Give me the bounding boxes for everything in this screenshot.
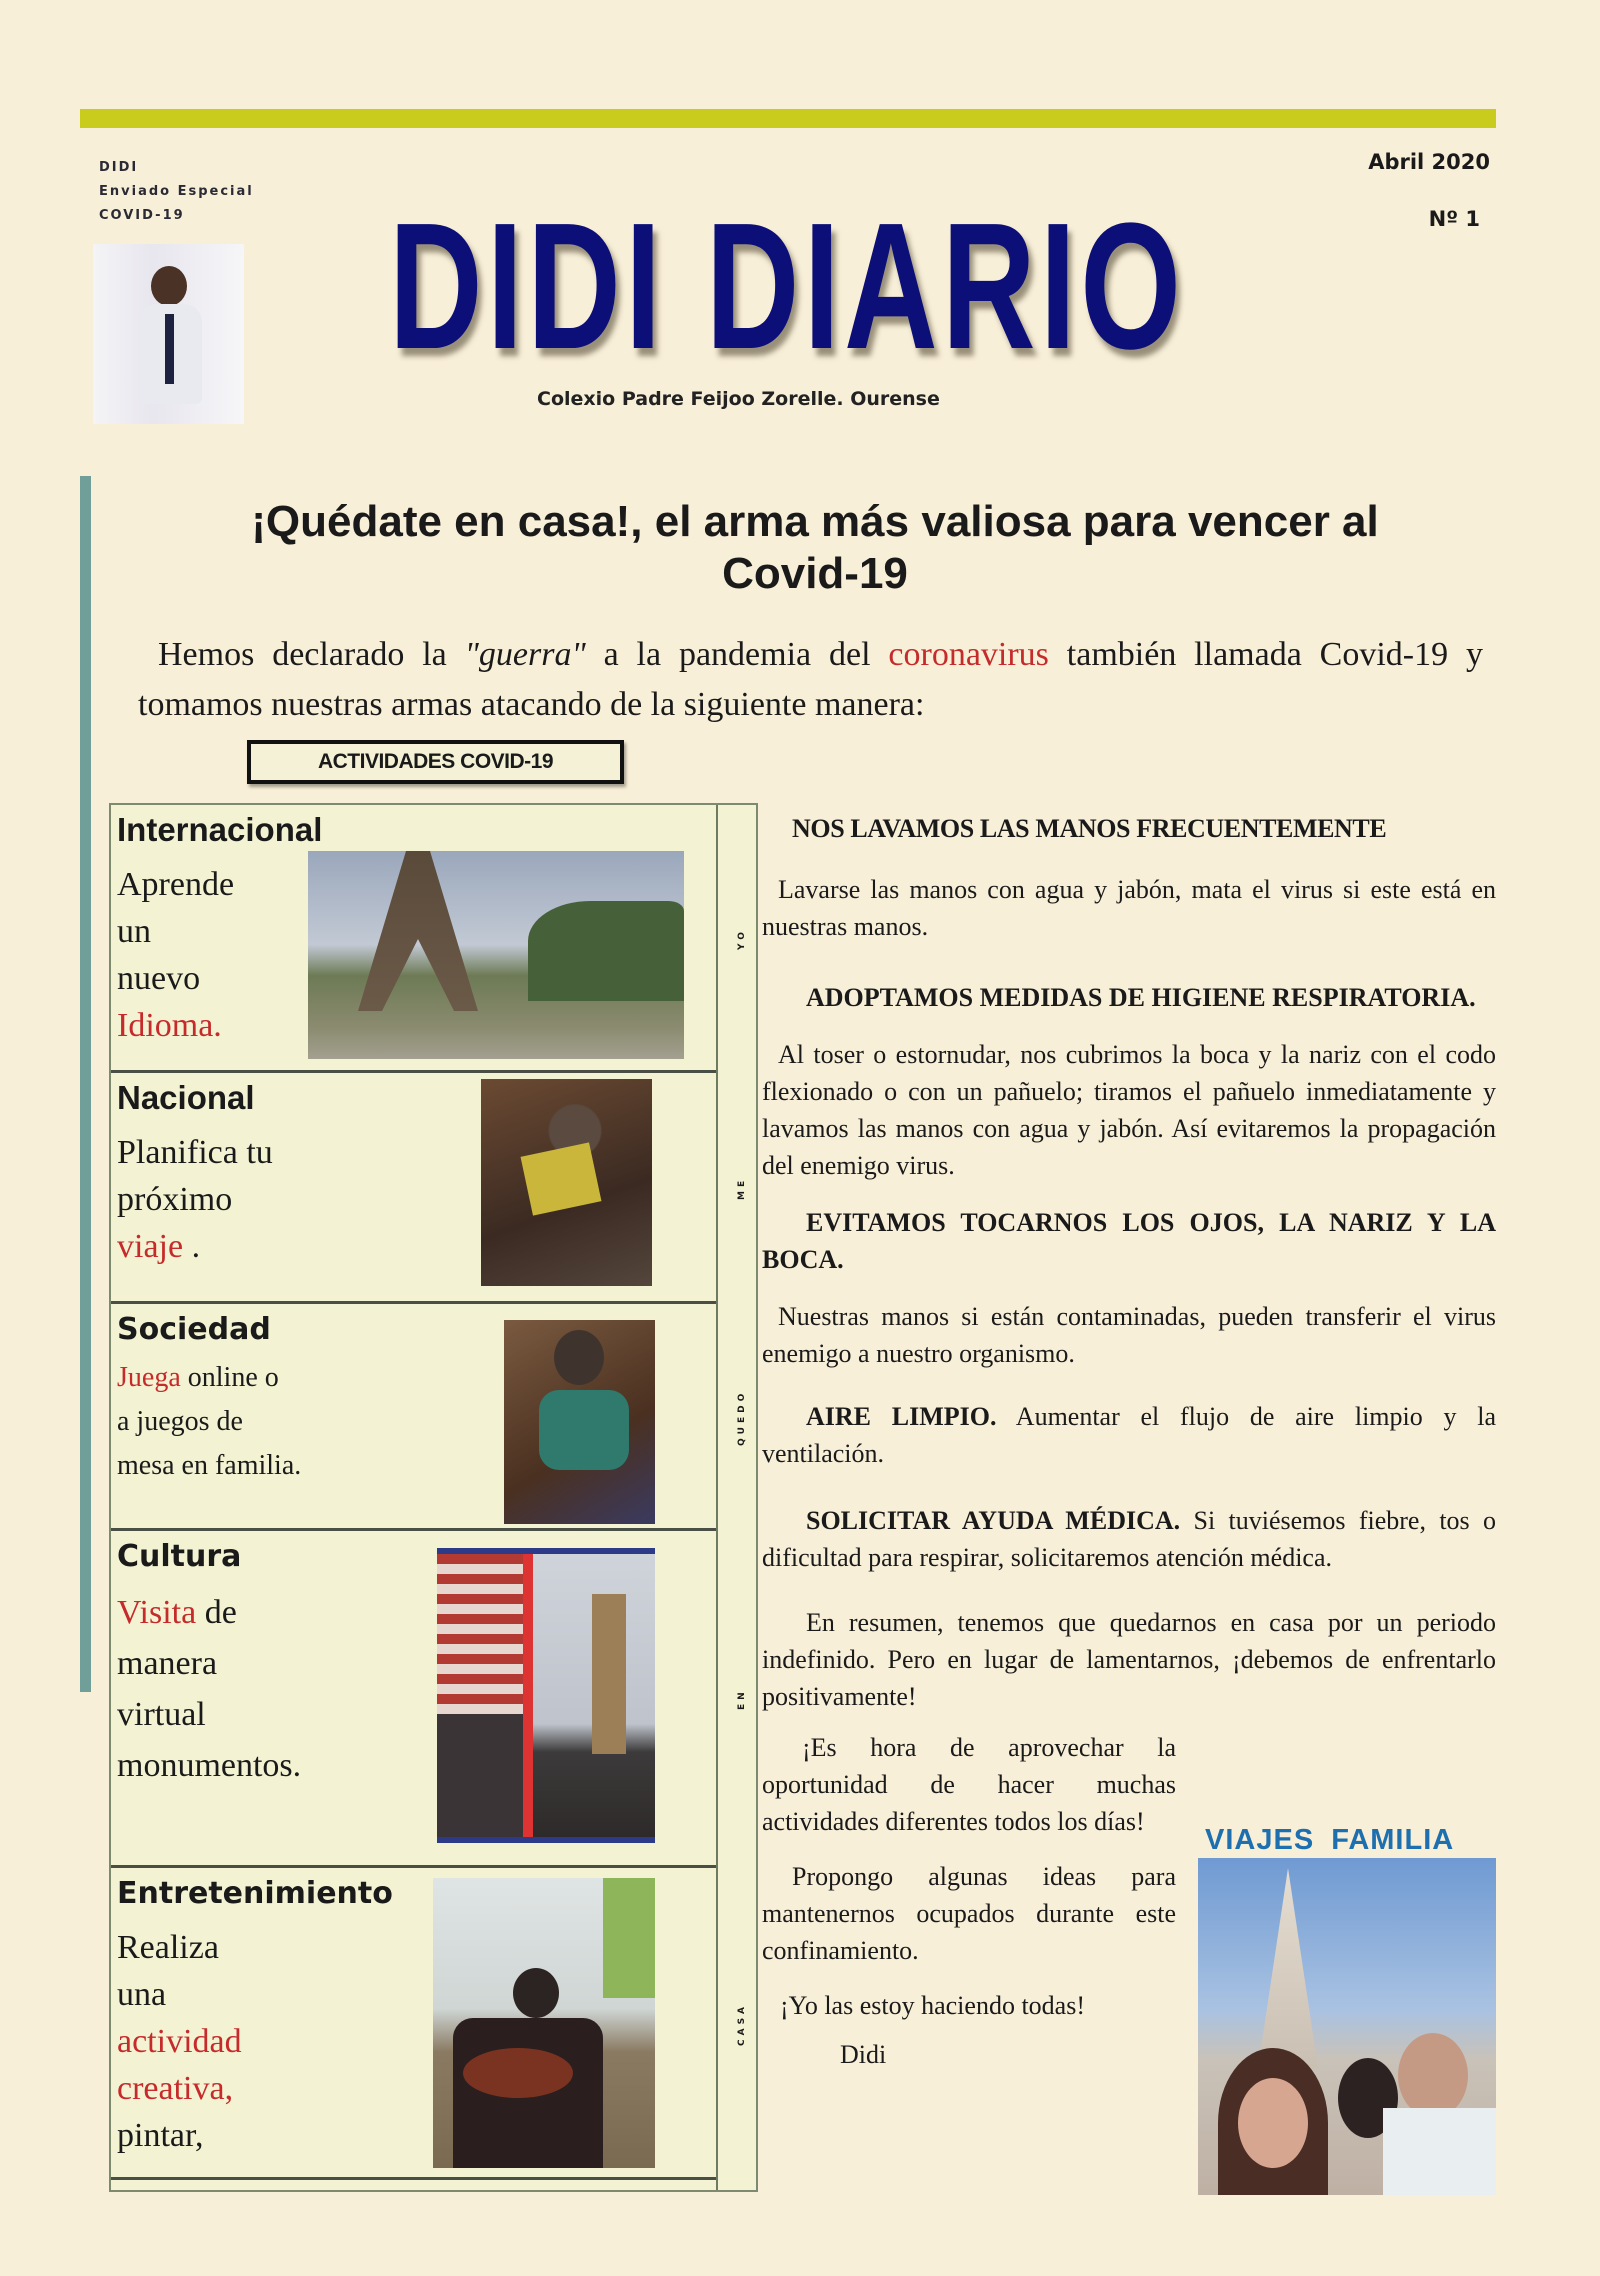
- side-word: YO: [737, 928, 747, 950]
- headline-line-2: Covid-19: [722, 549, 908, 598]
- intro-highlight: coronavirus: [888, 636, 1049, 673]
- article-headline: [140, 496, 1490, 600]
- side-accent-bar: [80, 476, 91, 1692]
- intro-text: Hemos declarado la: [158, 636, 465, 673]
- table-divider: [716, 805, 718, 2190]
- signature: Didi: [840, 2040, 887, 2069]
- text-line: virtual: [117, 1696, 206, 1733]
- text-line: online o: [180, 1362, 279, 1393]
- activity-text: [117, 1924, 242, 2159]
- activity-text: [117, 1129, 273, 1270]
- activity-text: [117, 1356, 301, 1488]
- advice-summary: En resumen, tenemos que quedarnos en casa por un periodo indefinido. Pero en lugar de lamentarnos, ¡debemos de enfrentarlo positivamente!: [762, 1608, 1496, 1711]
- text-line: pintar,: [117, 2117, 204, 2154]
- advice-medical: [762, 1502, 1496, 1576]
- school-name: Colexio Padre Feijoo Zorelle. Ourense: [537, 388, 940, 410]
- byline-author: DIDI: [99, 160, 139, 175]
- side-word: CASA: [737, 2002, 747, 2046]
- guitar-photo: [433, 1878, 655, 2168]
- issue-date: Abril 2020: [1368, 150, 1490, 174]
- activity-row-sociedad: [111, 1304, 716, 1531]
- advice-heading-clean-air: AIRE LIMPIO.: [806, 1402, 997, 1431]
- text-line-highlight: Visita: [117, 1594, 197, 1631]
- intro-text: también llamada Covid-19 y tomamos nuestras armas atacando de la siguiente manera:: [138, 636, 1483, 723]
- issue-number: Nº 1: [1428, 207, 1480, 231]
- activity-category: Entretenimiento: [117, 1876, 393, 1911]
- advice-heading-touching: EVITAMOS TOCARNOS LOS OJOS, LA NARIZ Y LA BOCA.: [762, 1208, 1496, 1274]
- text-line-highlight: viaje: [117, 1228, 184, 1265]
- advice-clean-air: [762, 1398, 1496, 1472]
- text-line: próximo: [117, 1181, 233, 1218]
- text-line: un: [117, 913, 151, 950]
- side-word: ME: [737, 1176, 747, 1201]
- advice-heading-respiratory: ADOPTAMOS MEDIDAS DE HIGIENE RESPIRATORIA.: [806, 983, 1476, 1012]
- text-line: nuevo: [117, 960, 201, 997]
- activities-label-box: ACTIVIDADES COVID-19: [247, 740, 624, 784]
- advice-ideas: Propongo algunas ideas para mantenernos ocupados durante este confinamiento.: [762, 1862, 1176, 1965]
- text-line-highlight: Juega: [117, 1362, 181, 1393]
- activity-row-nacional: [111, 1073, 716, 1304]
- masthead-title: DIDI DIARIO: [389, 186, 1186, 387]
- text-line: de: [196, 1594, 237, 1631]
- text-line: mesa en familia.: [117, 1450, 302, 1481]
- text-line: Realiza: [117, 1929, 219, 1966]
- text-line-highlight: creativa,: [117, 2070, 234, 2107]
- side-word: EN: [737, 1688, 747, 1711]
- advice-opportunity: ¡Es hora de aprovechar la oportunidad de hacer muchas actividades diferentes todos los días!: [762, 1733, 1176, 1836]
- byline-topic: COVID-19: [99, 208, 185, 223]
- advice-text-medical: Si tuviésemos fiebre, tos o dificultad para respirar, solicitaremos atención médica.: [762, 1506, 1496, 1572]
- activity-row-internacional: [111, 805, 716, 1073]
- gaming-photo: [504, 1320, 655, 1524]
- side-word: QUEDO: [737, 1389, 747, 1446]
- intro-emphasis: "guerra": [464, 636, 586, 673]
- advice-text-handwashing: Lavarse las manos con agua y jabón, mata el virus si este está en nuestras manos.: [762, 875, 1496, 941]
- top-rule: [80, 109, 1496, 128]
- family-photo-caption: VIAJES FAMILIA: [1205, 1824, 1455, 1856]
- article-intro: [138, 630, 1483, 730]
- author-photo: [93, 244, 244, 424]
- text-line: .: [183, 1228, 201, 1265]
- advice-text-respiratory: Al toser o estornudar, nos cubrimos la boca y la nariz con el codo flexionado o con un pañuelo; tiramos el pañuelo inmediatamente y lavamos las manos con agua y jabón. Así evitaremos la propagación del enemigo virus.: [762, 1040, 1496, 1180]
- activity-category: Nacional: [117, 1079, 255, 1116]
- advice-heading-medical: SOLICITAR AYUDA MÉDICA.: [806, 1506, 1181, 1535]
- byline: [99, 156, 254, 228]
- activity-text: [117, 861, 234, 1049]
- text-line: a juegos de: [117, 1406, 243, 1437]
- activity-category: Internacional: [117, 811, 323, 848]
- family-photo: [1198, 1858, 1496, 2195]
- text-line: Planifica tu: [117, 1134, 273, 1171]
- reading-photo: [481, 1079, 652, 1286]
- activity-category: Sociedad: [117, 1312, 271, 1347]
- activity-row-entretenimiento: [111, 1868, 716, 2180]
- activities-table: [109, 803, 758, 2192]
- advice-heading-handwashing: NOS LAVAMOS LAS MANOS FRECUENTEMENTE: [792, 814, 1387, 843]
- advice-text-touching: Nuestras manos si están contaminadas, pueden transferir el virus enemigo a nuestro organismo.: [762, 1302, 1496, 1368]
- text-line: una: [117, 1976, 167, 2013]
- advice-text-clean-air: Aumentar el flujo de aire limpio y la ventilación.: [762, 1402, 1496, 1468]
- text-line-highlight: Idioma.: [117, 1007, 222, 1044]
- activity-text: [117, 1587, 301, 1791]
- text-line: manera: [117, 1645, 218, 1682]
- london-collage-photo: [437, 1548, 655, 1843]
- eiffel-tower-photo: [308, 851, 684, 1059]
- byline-role: Enviado Especial: [99, 184, 254, 199]
- activity-category: Cultura: [117, 1539, 242, 1574]
- activity-row-cultura: [111, 1531, 716, 1868]
- headline-line-1: ¡Quédate en casa!, el arma más valiosa para vencer al: [251, 497, 1379, 546]
- intro-text: a la pandemia del: [585, 636, 889, 673]
- text-line: monumentos.: [117, 1747, 302, 1784]
- text-line: Aprende: [117, 866, 235, 903]
- advice-closing: ¡Yo las estoy haciendo todas!: [780, 1991, 1085, 2020]
- text-line-highlight: actividad: [117, 2023, 242, 2060]
